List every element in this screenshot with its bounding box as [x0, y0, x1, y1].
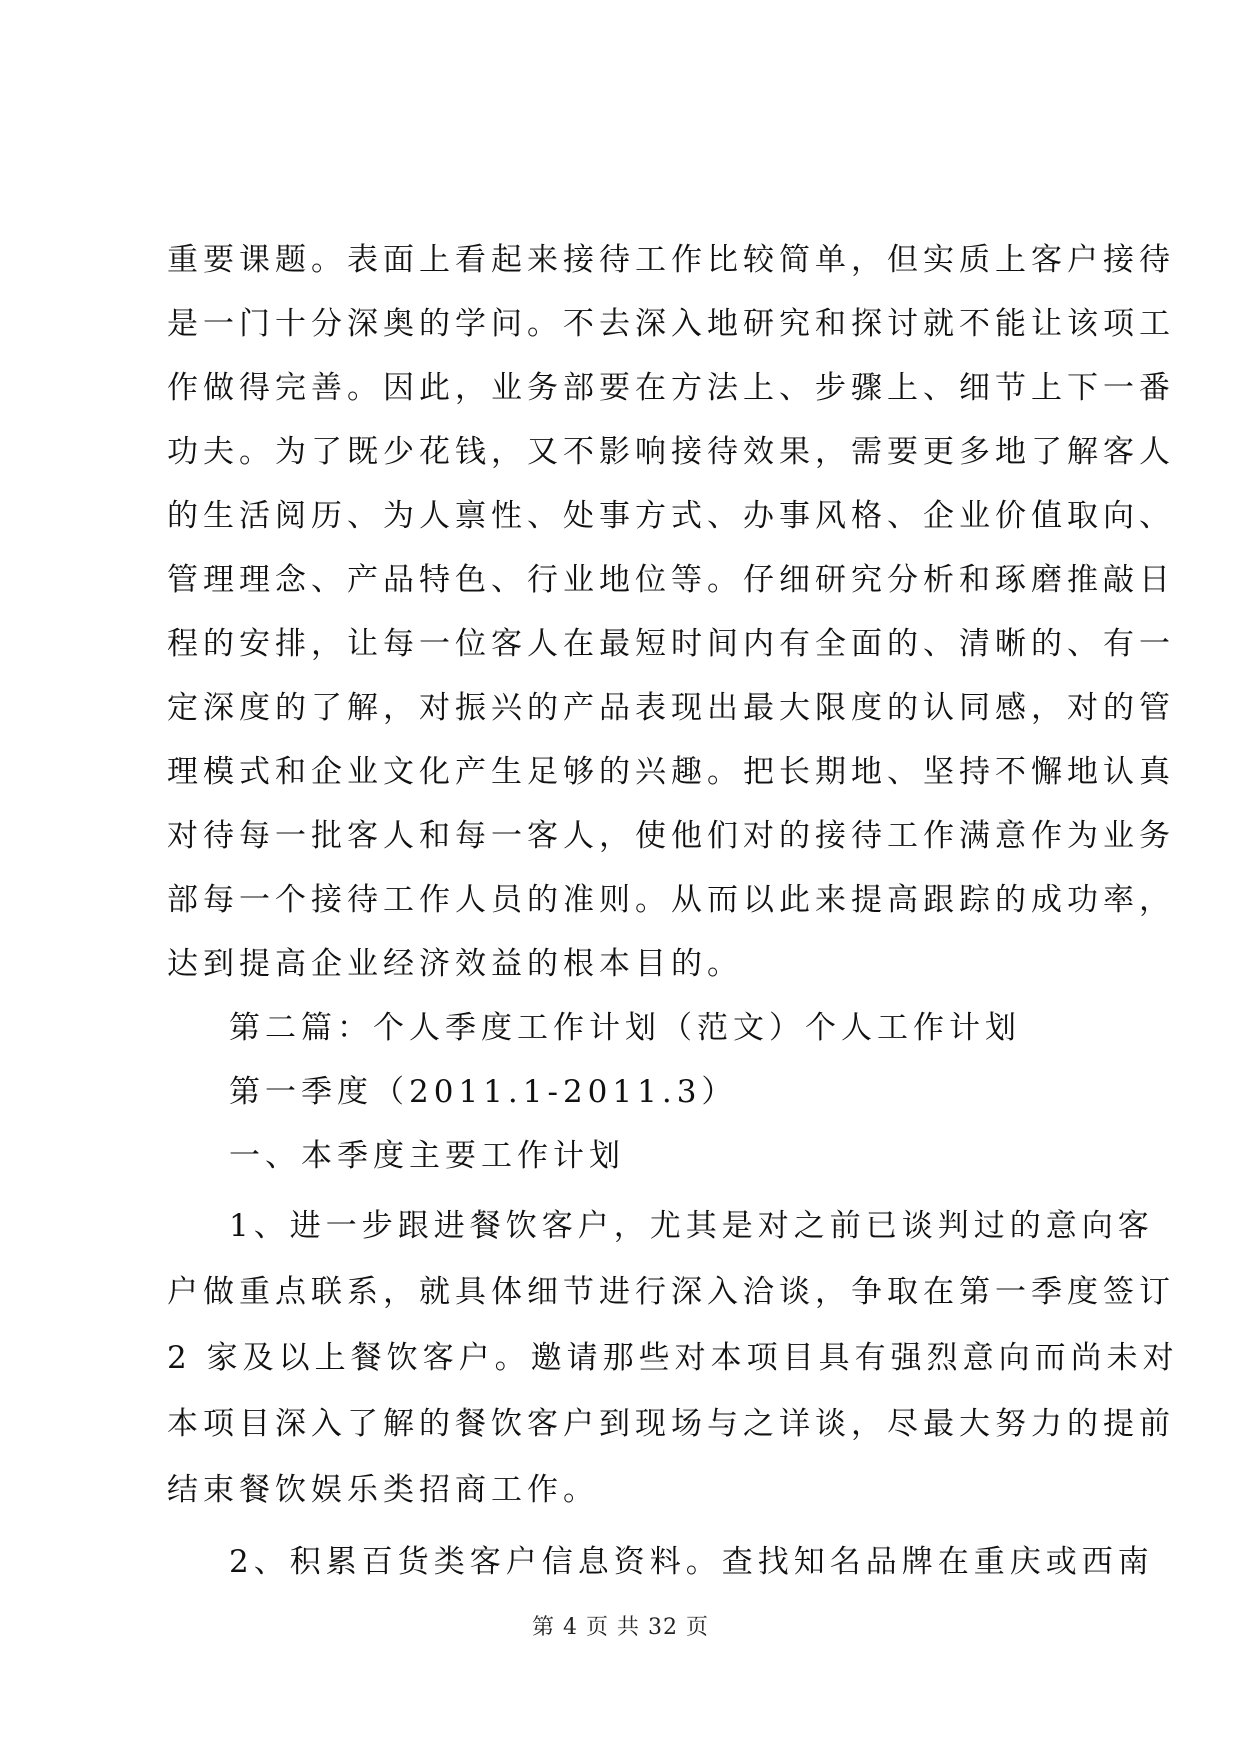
document-body [167, 228, 1179, 1596]
quarter-heading: 第一季度（2011.1-2011.3） [229, 1074, 738, 1110]
section-heading: 一、本季度主要工作计划 [229, 1138, 625, 1174]
list-item-line: 本项目深入了解的餐饮客户到现场与之详谈，尽最大努力的提前 [167, 1406, 1175, 1442]
paragraph-line: 是一门十分深奥的学问。不去深入地研究和探讨就不能让该项工 [167, 306, 1175, 342]
paragraph-line: 对待每一批客人和每一客人，使他们对的接待工作满意作为业务 [167, 818, 1175, 854]
list-item-line: 结束餐饮娱乐类招商工作。 [167, 1472, 599, 1508]
paragraph-line: 程的安排，让每一位客人在最短时间内有全面的、清晰的、有一 [167, 626, 1175, 662]
paragraph-line: 的生活阅历、为人禀性、处事方式、办事风格、企业价值取向、 [167, 498, 1175, 534]
list-item-line: 1、进一步跟进餐饮客户，尤其是对之前已谈判过的意向客 [229, 1208, 1154, 1244]
list-item-line: 户做重点联系，就具体细节进行深入洽谈，争取在第一季度签订 [167, 1274, 1175, 1310]
paragraph-line: 理模式和企业文化产生足够的兴趣。把长期地、坚持不懈地认真 [167, 754, 1175, 790]
list-item-line: 2 家及以上餐饮客户。邀请那些对本项目具有强烈意向而尚未对 [167, 1340, 1179, 1376]
paragraph-line: 管理理念、产品特色、行业地位等。仔细研究分析和琢磨推敲日 [167, 562, 1175, 598]
list-item-line: 2、积累百货类客户信息资料。查找知名品牌在重庆或西南 [229, 1544, 1154, 1580]
paragraph-line: 功夫。为了既少花钱，又不影响接待效果，需要更多地了解客人 [167, 434, 1175, 470]
paragraph-line: 作做得完善。因此，业务部要在方法上、步骤上、细节上下一番 [167, 370, 1175, 406]
paragraph-line: 部每一个接待工作人员的准则。从而以此来提高跟踪的成功率， [167, 882, 1175, 918]
chapter-heading: 第二篇：个人季度工作计划（范文）个人工作计划 [229, 1010, 1021, 1046]
paragraph-line: 重要课题。表面上看起来接待工作比较简单，但实质上客户接待 [167, 242, 1175, 278]
paragraph-line: 达到提高企业经济效益的根本目的。 [167, 946, 743, 982]
page-number: 第 4 页 共 32 页 [532, 1615, 709, 1640]
paragraph-line: 定深度的了解，对振兴的产品表现出最大限度的认同感，对的管 [167, 690, 1175, 726]
